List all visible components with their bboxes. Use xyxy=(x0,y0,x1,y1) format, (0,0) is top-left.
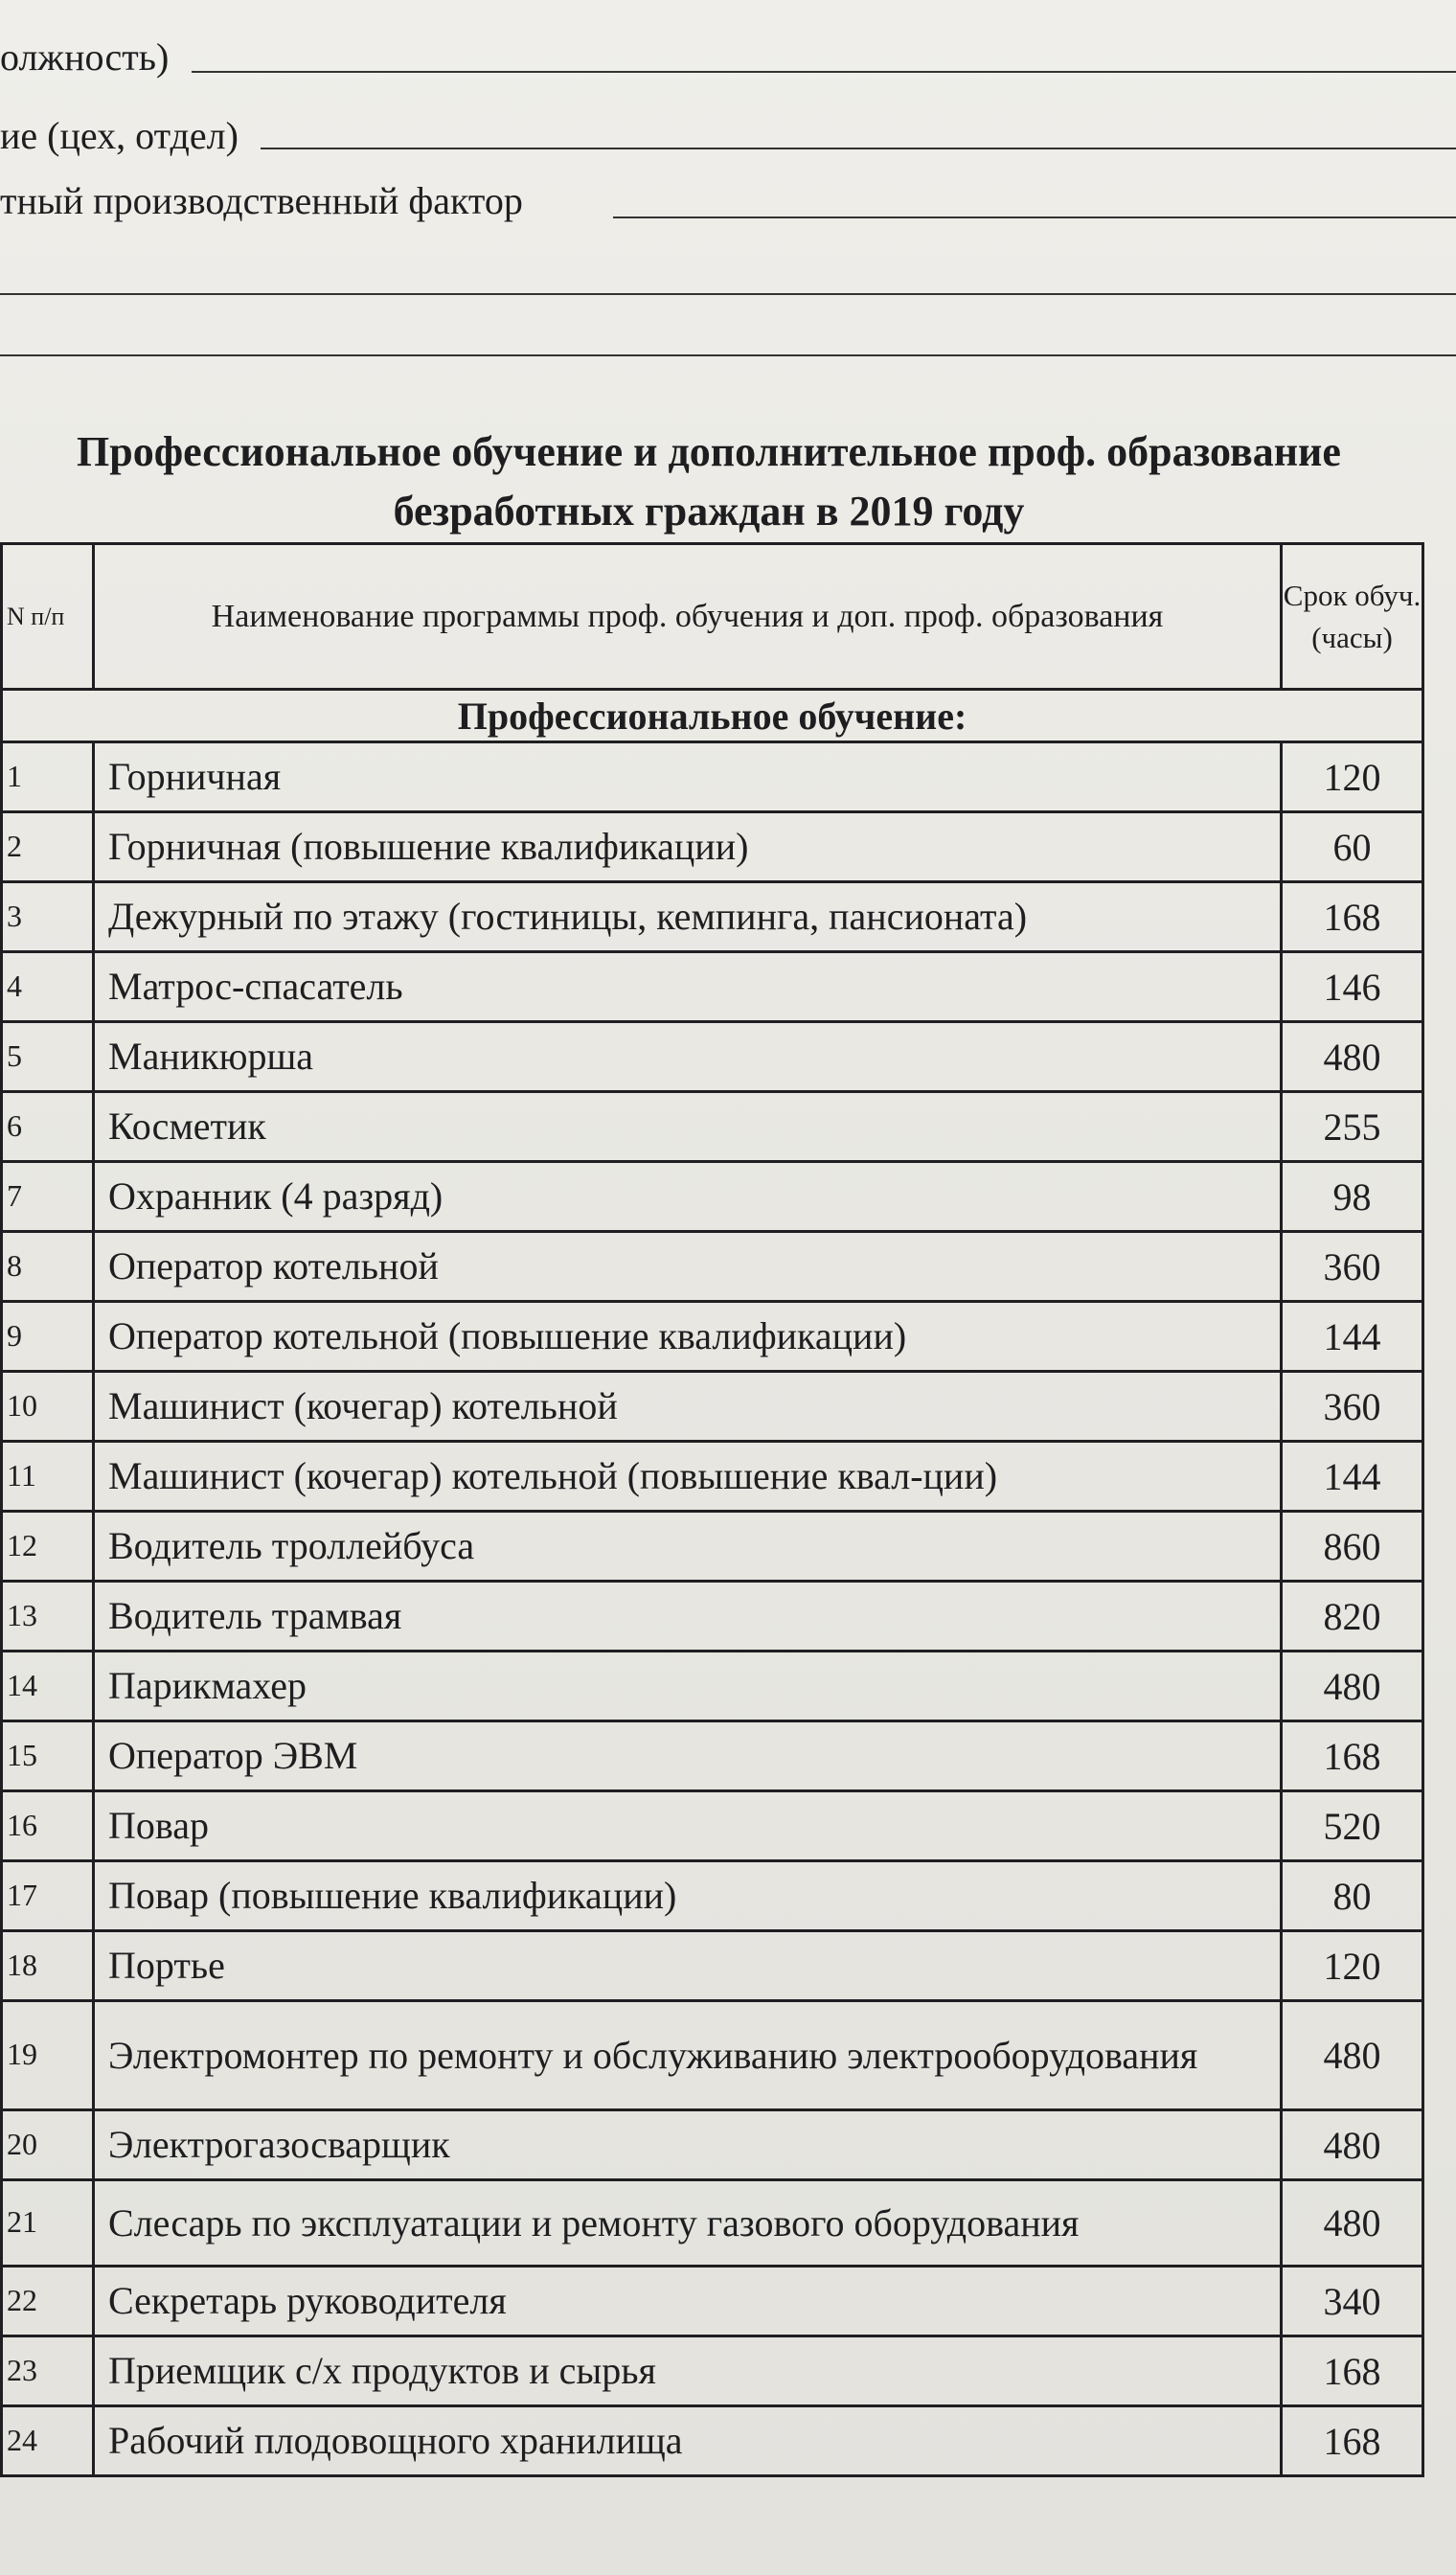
table-row xyxy=(2,1721,1423,1791)
row-number: 21 xyxy=(2,2180,94,2267)
form-label-position: олжность) xyxy=(0,35,170,79)
program-hours: 480 xyxy=(1282,2001,1423,2110)
table-row xyxy=(2,742,1423,812)
row-number: 15 xyxy=(2,1721,94,1791)
row-number: 3 xyxy=(2,882,94,952)
section-heading: Профессиональное обучение: xyxy=(2,690,1423,742)
program-name: Матрос-спасатель xyxy=(94,952,1282,1022)
table-row xyxy=(2,1652,1423,1721)
table-row xyxy=(2,1791,1423,1861)
row-number: 24 xyxy=(2,2406,94,2476)
program-hours: 340 xyxy=(1282,2267,1423,2336)
table-row xyxy=(2,2267,1423,2336)
table-row xyxy=(2,2001,1423,2110)
programs-table xyxy=(0,542,1424,2477)
table-row xyxy=(2,882,1423,952)
program-hours: 820 xyxy=(1282,1582,1423,1652)
program-name: Электромонтер по ремонту и обслуживанию электрооборудования xyxy=(94,2001,1282,2110)
table-row xyxy=(2,1442,1423,1512)
row-number: 19 xyxy=(2,2001,94,2110)
row-number: 6 xyxy=(2,1092,94,1162)
table-row xyxy=(2,2336,1423,2406)
program-hours: 860 xyxy=(1282,1512,1423,1582)
column-header-hours: Срок обуч. (часы) xyxy=(1282,544,1423,690)
table-row xyxy=(2,2180,1423,2267)
program-hours: 360 xyxy=(1282,1372,1423,1442)
program-hours: 168 xyxy=(1282,882,1423,952)
row-number: 4 xyxy=(2,952,94,1022)
program-name: Косметик xyxy=(94,1092,1282,1162)
program-hours: 360 xyxy=(1282,1232,1423,1302)
program-name: Секретарь руководителя xyxy=(94,2267,1282,2336)
table-row xyxy=(2,1302,1423,1372)
page-title: Профессиональное обучение и дополнительное проф. образование xyxy=(77,428,1341,475)
row-number: 22 xyxy=(2,2267,94,2336)
table-row xyxy=(2,812,1423,882)
table-row xyxy=(2,1861,1423,1931)
program-hours: 98 xyxy=(1282,1162,1423,1232)
table-row xyxy=(2,1232,1423,1302)
form-blank-line xyxy=(0,354,1456,356)
row-number: 18 xyxy=(2,1931,94,2001)
program-name: Дежурный по этажу (гостиницы, кемпинга, пансионата) xyxy=(94,882,1282,952)
row-number: 23 xyxy=(2,2336,94,2406)
program-name: Маникюрша xyxy=(94,1022,1282,1092)
program-name: Машинист (кочегар) котельной (повышение квал-ции) xyxy=(94,1442,1282,1512)
program-hours: 146 xyxy=(1282,952,1423,1022)
form-blank-line xyxy=(192,71,1456,73)
program-hours: 480 xyxy=(1282,1022,1423,1092)
row-number: 5 xyxy=(2,1022,94,1092)
page-subtitle: безработных граждан в 2019 году xyxy=(393,488,1025,535)
column-header-program: Наименование программы проф. обучения и доп. проф. образования xyxy=(94,544,1282,690)
row-number: 8 xyxy=(2,1232,94,1302)
table-row xyxy=(2,2110,1423,2180)
row-number: 17 xyxy=(2,1861,94,1931)
form-label-department: ие (цех, отдел) xyxy=(0,114,239,157)
table-header-row xyxy=(2,544,1423,690)
program-name: Оператор котельной (повышение квалификации) xyxy=(94,1302,1282,1372)
program-name: Оператор котельной xyxy=(94,1232,1282,1302)
row-number: 9 xyxy=(2,1302,94,1372)
program-hours: 168 xyxy=(1282,1721,1423,1791)
row-number: 12 xyxy=(2,1512,94,1582)
program-name: Приемщик с/х продуктов и сырья xyxy=(94,2336,1282,2406)
program-hours: 60 xyxy=(1282,812,1423,882)
program-hours: 520 xyxy=(1282,1791,1423,1861)
section-row xyxy=(2,690,1423,742)
row-number: 1 xyxy=(2,742,94,812)
program-hours: 120 xyxy=(1282,742,1423,812)
row-number: 13 xyxy=(2,1582,94,1652)
form-blank-line xyxy=(613,216,1456,218)
row-number: 20 xyxy=(2,2110,94,2180)
table-row xyxy=(2,1372,1423,1442)
program-name: Повар (повышение квалификации) xyxy=(94,1861,1282,1931)
program-hours: 480 xyxy=(1282,1652,1423,1721)
form-blank-line xyxy=(261,148,1456,149)
program-name: Водитель троллейбуса xyxy=(94,1512,1282,1582)
program-hours: 144 xyxy=(1282,1302,1423,1372)
program-hours: 255 xyxy=(1282,1092,1423,1162)
row-number: 10 xyxy=(2,1372,94,1442)
program-hours: 120 xyxy=(1282,1931,1423,2001)
program-hours: 480 xyxy=(1282,2180,1423,2267)
table-row xyxy=(2,1582,1423,1652)
table-row xyxy=(2,1162,1423,1232)
row-number: 16 xyxy=(2,1791,94,1861)
table-row xyxy=(2,1512,1423,1582)
program-name: Охранник (4 разряд) xyxy=(94,1162,1282,1232)
program-name: Электрогазосварщик xyxy=(94,2110,1282,2180)
row-number: 14 xyxy=(2,1652,94,1721)
program-name: Слесарь по эксплуатации и ремонту газового оборудования xyxy=(94,2180,1282,2267)
form-label-factor: тный производственный фактор xyxy=(0,179,523,222)
program-name: Машинист (кочегар) котельной xyxy=(94,1372,1282,1442)
program-name: Водитель трамвая xyxy=(94,1582,1282,1652)
table-row xyxy=(2,2406,1423,2476)
row-number: 2 xyxy=(2,812,94,882)
table-row xyxy=(2,952,1423,1022)
program-hours: 80 xyxy=(1282,1861,1423,1931)
form-blank-line xyxy=(0,293,1456,295)
program-hours: 144 xyxy=(1282,1442,1423,1512)
program-name: Оператор ЭВМ xyxy=(94,1721,1282,1791)
program-name: Парикмахер xyxy=(94,1652,1282,1721)
program-name: Портье xyxy=(94,1931,1282,2001)
program-name: Рабочий плодовощного хранилища xyxy=(94,2406,1282,2476)
table-row xyxy=(2,1022,1423,1092)
row-number: 11 xyxy=(2,1442,94,1512)
program-name: Горничная (повышение квалификации) xyxy=(94,812,1282,882)
row-number: 7 xyxy=(2,1162,94,1232)
program-hours: 168 xyxy=(1282,2406,1423,2476)
program-hours: 480 xyxy=(1282,2110,1423,2180)
program-hours: 168 xyxy=(1282,2336,1423,2406)
program-name: Повар xyxy=(94,1791,1282,1861)
table-row xyxy=(2,1931,1423,2001)
table-row xyxy=(2,1092,1423,1162)
column-header-number: N п/п xyxy=(2,544,94,690)
program-name: Горничная xyxy=(94,742,1282,812)
